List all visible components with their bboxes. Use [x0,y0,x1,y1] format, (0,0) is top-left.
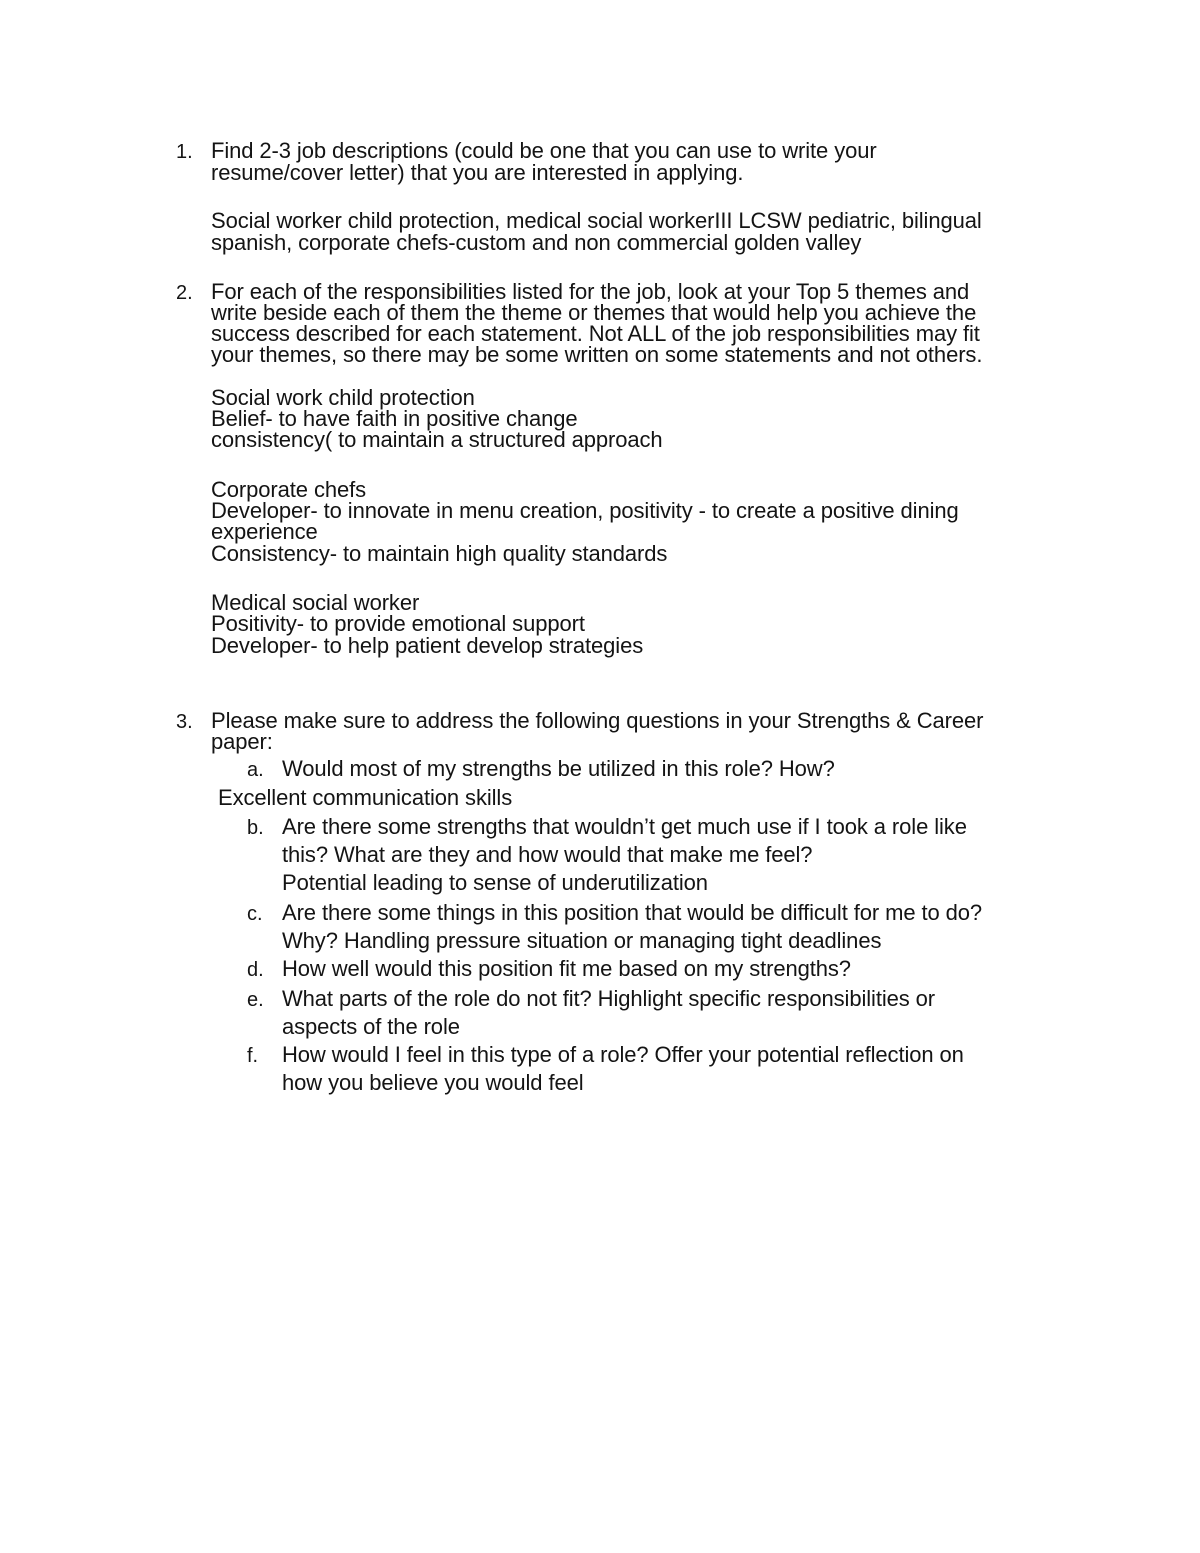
q3a-line-1: Would most of my strengths be utilized in this role? How? [282,756,835,781]
q3a-letter: a. [247,759,264,781]
q3b-line-2: this? What are they and how would that make me feel? [282,842,813,867]
q3a-answer: Excellent communication skills [218,785,513,810]
q3b-line-1: Are there some strengths that wouldn’t get much use if I took a role like [282,814,967,839]
q3b-line-3: Potential leading to sense of underutilization [282,870,708,895]
q1-line-2: resume/cover letter) that you are interested in applying. [211,160,744,185]
q3b-letter: b. [247,817,264,839]
q3d-line-1: How well would this position fit me based on my strengths? [282,956,851,981]
q2-line-4: your themes, so there may be some written on some statements and not others. [211,342,983,367]
q1-answer-line-2: spanish, corporate chefs-custom and non commercial golden valley [211,230,862,255]
group-item: Positivity- to provide emotional support [211,611,585,636]
q3c-line-2: Why? Handling pressure situation or managing tight deadlines [282,928,882,953]
q3f-line-2: how you believe you would feel [282,1070,584,1095]
q2-number: 2. [176,282,193,304]
q2-line-1: For each of the responsibilities listed for the job, look at your Top 5 themes and [211,279,970,304]
q2-line-3: success described for each statement. Not ALL of the job responsibilities may fit [211,321,980,346]
q3f-letter: f. [247,1045,259,1067]
q1-number: 1. [176,141,193,163]
group-title-corporate-chefs: Corporate chefs [211,477,367,502]
group-item: consistency( to maintain a structured approach [211,427,663,452]
q2-line-2: write beside each of them the theme or themes that would help you achieve the [211,300,977,325]
q3e-line-1: What parts of the role do not fit? Highlight specific responsibilities or [282,986,936,1011]
group-item: Developer- to innovate in menu creation, positivity - to create a positive dining [211,498,959,523]
group-title-social-work: Social work child protection [211,385,475,410]
q3c-letter: c. [247,903,263,925]
q3-line-2: paper: [211,729,273,754]
q1-line-1: Find 2-3 job descriptions (could be one that you can use to write your [211,138,877,163]
q3d-letter: d. [247,959,264,981]
q3c-line-1: Are there some things in this position that would be difficult for me to do? [282,900,983,925]
group-item: experience [211,519,318,544]
q3e-line-2: aspects of the role [282,1014,460,1039]
q3-number: 3. [176,711,193,733]
group-item: Developer- to help patient develop strategies [211,633,644,658]
q3e-letter: e. [247,989,264,1011]
q3f-line-1: How would I feel in this type of a role? Offer your potential reflection on [282,1042,964,1067]
group-title-medical-social-worker: Medical social worker [211,590,420,615]
group-item: Consistency- to maintain high quality standards [211,541,668,566]
group-item: Belief- to have faith in positive change [211,406,578,431]
q3-line-1: Please make sure to address the following questions in your Strengths & Career [211,708,984,733]
q1-answer-line-1: Social worker child protection, medical social workerIII LCSW pediatric, bilingual [211,208,982,233]
